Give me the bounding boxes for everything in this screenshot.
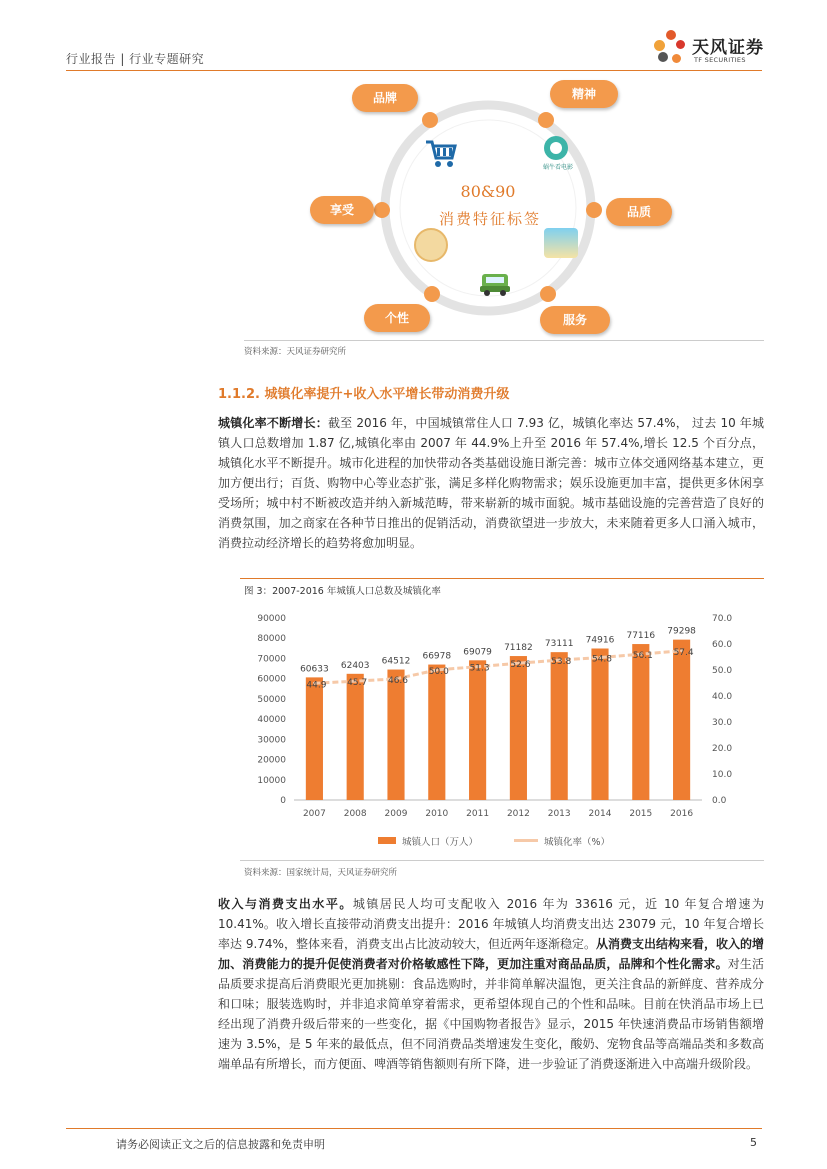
food-bowl-icon xyxy=(414,228,448,262)
y-left-tick-label: 60000 xyxy=(257,674,286,685)
company-logo-subtext: TF SECURITIES xyxy=(694,56,746,64)
movie-app-icon xyxy=(540,136,576,172)
y-right-tick-label: 40.0 xyxy=(712,692,733,702)
paragraph-body: 城镇居民人均可支配收入 2016 年为 33616 元，近 10 年复合增速为 10.41%。收入增长直接带动消费支出提升：2016 年城镇人均消费支出达 23079 元，10 年复合增长率达 9.74%，整体来看，消费支出占比波动较大，但近两年逐渐稳定。 xyxy=(218,897,764,951)
bar-data-label: 62403 xyxy=(340,660,370,671)
paragraph-income xyxy=(218,894,764,1074)
tag-enjoy: 享受 xyxy=(310,196,374,224)
x-tick-label: 2012 xyxy=(506,809,530,819)
rate-data-label: 51.3 xyxy=(469,663,490,674)
bar xyxy=(632,644,649,800)
y-left-tick-label: 50000 xyxy=(257,694,286,705)
bar-data-label: 73111 xyxy=(544,639,574,650)
ring-dot xyxy=(538,112,554,128)
footer-disclaimer: 请务必阅读正文之后的信息披露和免责申明 xyxy=(116,1138,325,1151)
company-logo-text: 天风证券 xyxy=(692,38,764,58)
x-tick-label: 2016 xyxy=(670,809,694,819)
paragraph-urbanization xyxy=(218,413,764,553)
bar-data-label: 66978 xyxy=(422,651,452,662)
bar xyxy=(551,652,568,800)
y-right-tick-label: 60.0 xyxy=(712,640,733,650)
ring-dot xyxy=(424,286,440,302)
bar-data-label: 60633 xyxy=(300,664,329,675)
paragraph-lead: 城镇化率不断增长： xyxy=(218,416,328,430)
y-left-tick-label: 70000 xyxy=(257,654,286,665)
legend-label-rate: 城镇化率（%） xyxy=(544,837,611,848)
y-left-tick-label: 80000 xyxy=(257,634,286,645)
rate-data-label: 44.9 xyxy=(306,680,327,691)
rate-data-label: 57.4 xyxy=(673,647,694,658)
y-right-tick-label: 50.0 xyxy=(712,666,733,676)
bar xyxy=(387,670,404,800)
bar-data-label: 71182 xyxy=(504,643,533,654)
page-number: 5 xyxy=(750,1136,757,1149)
x-tick-label: 2013 xyxy=(547,809,571,819)
bar-data-label: 74916 xyxy=(585,635,615,646)
bar xyxy=(347,674,364,800)
beach-icon xyxy=(544,228,578,258)
ring-dot xyxy=(540,286,556,302)
bar xyxy=(306,677,323,800)
ring-dot xyxy=(586,202,602,218)
x-tick-label: 2010 xyxy=(425,809,449,819)
footer-rule xyxy=(66,1128,762,1129)
x-tick-label: 2011 xyxy=(466,809,490,819)
bar-data-label: 64512 xyxy=(381,656,411,667)
y-left-tick-label: 10000 xyxy=(257,775,286,786)
diagram-source: 资料来源：天风证券研究所 xyxy=(244,347,347,357)
legend-swatch-rate xyxy=(514,839,538,842)
tag-spirit: 精神 xyxy=(550,80,618,108)
y-left-tick-label: 30000 xyxy=(257,735,286,746)
paragraph-body-continued: 对生活品质要求提高后消费眼光更加挑剔：食品选购时，并非简单解决温饱，更关注食品的新鲜度、营养成分和口味；服装选购时，并非追求简单穿着需求，更希望体现自己的个性和品味。目前在快消品市场上已经出现了消费升级后带来的一些变化，据《中国购物者报告》显示，2015 年快速消费品市场销售额增速为 3.5%，是 5 年来的最低点，但不同消费品类增速发生变化，酸奶、宠物食品等高端品类和多数高端单品有所增长，而方便面、啤酒等销售额则有所下降，进一步验证了消费逐渐进入中高端升级阶段。 xyxy=(218,957,764,1071)
diagram-center-line1: 80&90 xyxy=(460,182,516,201)
section-title: 1.1.2. 城镇化率提升+收入水平增长带动消费升级 xyxy=(218,387,510,402)
figure-source: 资料来源：国家统计局，天风证券研究所 xyxy=(244,868,398,878)
x-tick-label: 2015 xyxy=(629,809,653,819)
y-right-tick-label: 0.0 xyxy=(712,796,727,806)
rate-data-label: 56.1 xyxy=(632,651,653,662)
figure-title-rule-top xyxy=(240,578,764,579)
x-tick-label: 2009 xyxy=(384,809,408,819)
car-icon xyxy=(478,270,512,298)
rate-data-label: 46.6 xyxy=(387,675,409,686)
rate-data-label: 54.8 xyxy=(591,654,613,665)
rate-data-label: 53.8 xyxy=(551,657,572,668)
rate-data-label: 52.6 xyxy=(510,660,531,671)
x-tick-label: 2014 xyxy=(588,809,612,819)
paragraph-body: 截至 2016 年，中国城镇常住人口 7.93 亿，城镇化率达 57.4%， 过去 10 年城镇人口总数增加 1.87 亿,城镇化率由 2007 年 44.9%上升至 2016 年 57.4%,增长 12.5 个百分点，城镇化水平不断提升。城市化进程的加快带动各类基础设施日渐完善：城市立体交通网络基本建立，更加方便出行；百货、购物中心等业态扩张，满足多样化购物需求；娱乐设施更加丰富，提供更多休闲享受场所；城中村不断被改造并纳入新城范畴，带来崭新的城市面貌。城市基础设施的完善营造了良好的消费氛围，加之商家在各种节日推出的促销活动，消费欲望进一步放大，未来随着更多人口涌入城市，消费拉动经济增长的趋势将愈加明显。 xyxy=(218,416,764,550)
y-right-tick-label: 30.0 xyxy=(712,718,733,728)
diagram-center-line2: 消费特征标签 xyxy=(438,210,541,228)
bar xyxy=(469,660,486,800)
ring-dot xyxy=(374,202,390,218)
y-left-tick-label: 40000 xyxy=(257,715,286,726)
movie-app-label: 蜗牛看电影 xyxy=(542,164,573,171)
shopping-cart-icon xyxy=(424,138,458,168)
company-logo-mark xyxy=(652,30,692,70)
y-right-tick-label: 70.0 xyxy=(712,614,733,624)
tag-brand: 品牌 xyxy=(352,84,418,112)
tag-personality: 个性 xyxy=(364,304,430,332)
diagram-source-rule xyxy=(244,340,764,341)
y-left-tick-label: 90000 xyxy=(257,614,286,624)
x-tick-label: 2008 xyxy=(343,809,367,819)
rate-data-label: 45.7 xyxy=(347,678,368,689)
bar xyxy=(673,640,690,800)
header-breadcrumb: 行业报告 | 行业专题研究 xyxy=(66,52,205,66)
urban-population-chart xyxy=(240,604,764,854)
bar-data-label: 77116 xyxy=(626,631,656,642)
header-rule xyxy=(66,70,762,71)
bar-data-label: 79298 xyxy=(667,626,696,637)
ring-dot xyxy=(422,112,438,128)
figure-source-rule xyxy=(240,860,764,861)
consumer-tags-diagram xyxy=(300,78,700,343)
bar xyxy=(510,656,527,800)
x-tick-label: 2007 xyxy=(302,809,326,819)
bar-data-label: 69079 xyxy=(463,647,492,658)
paragraph-bold-text: 从消费支出结构来看，收入的增加、消费能力的提升促使消费者对价格敏感性下降，更加注重对商品品质，品牌和个性化需求。 xyxy=(218,937,764,971)
tag-quality: 品质 xyxy=(606,198,672,226)
legend-swatch-population xyxy=(378,837,396,844)
y-left-tick-label: 0 xyxy=(280,796,286,806)
figure-title: 图 3：2007-2016 年城镇人口总数及城镇化率 xyxy=(244,586,441,597)
bar xyxy=(428,665,445,800)
y-right-tick-label: 10.0 xyxy=(712,770,733,780)
tag-service: 服务 xyxy=(540,306,610,334)
legend-label-population: 城镇人口（万人） xyxy=(402,837,479,848)
rate-data-label: 50.0 xyxy=(428,667,449,677)
paragraph-lead: 收入与消费支出水平。 xyxy=(218,897,353,911)
y-right-tick-label: 20.0 xyxy=(712,744,733,754)
bar xyxy=(591,649,608,800)
chart-legend xyxy=(378,834,678,848)
y-left-tick-label: 20000 xyxy=(257,755,286,766)
